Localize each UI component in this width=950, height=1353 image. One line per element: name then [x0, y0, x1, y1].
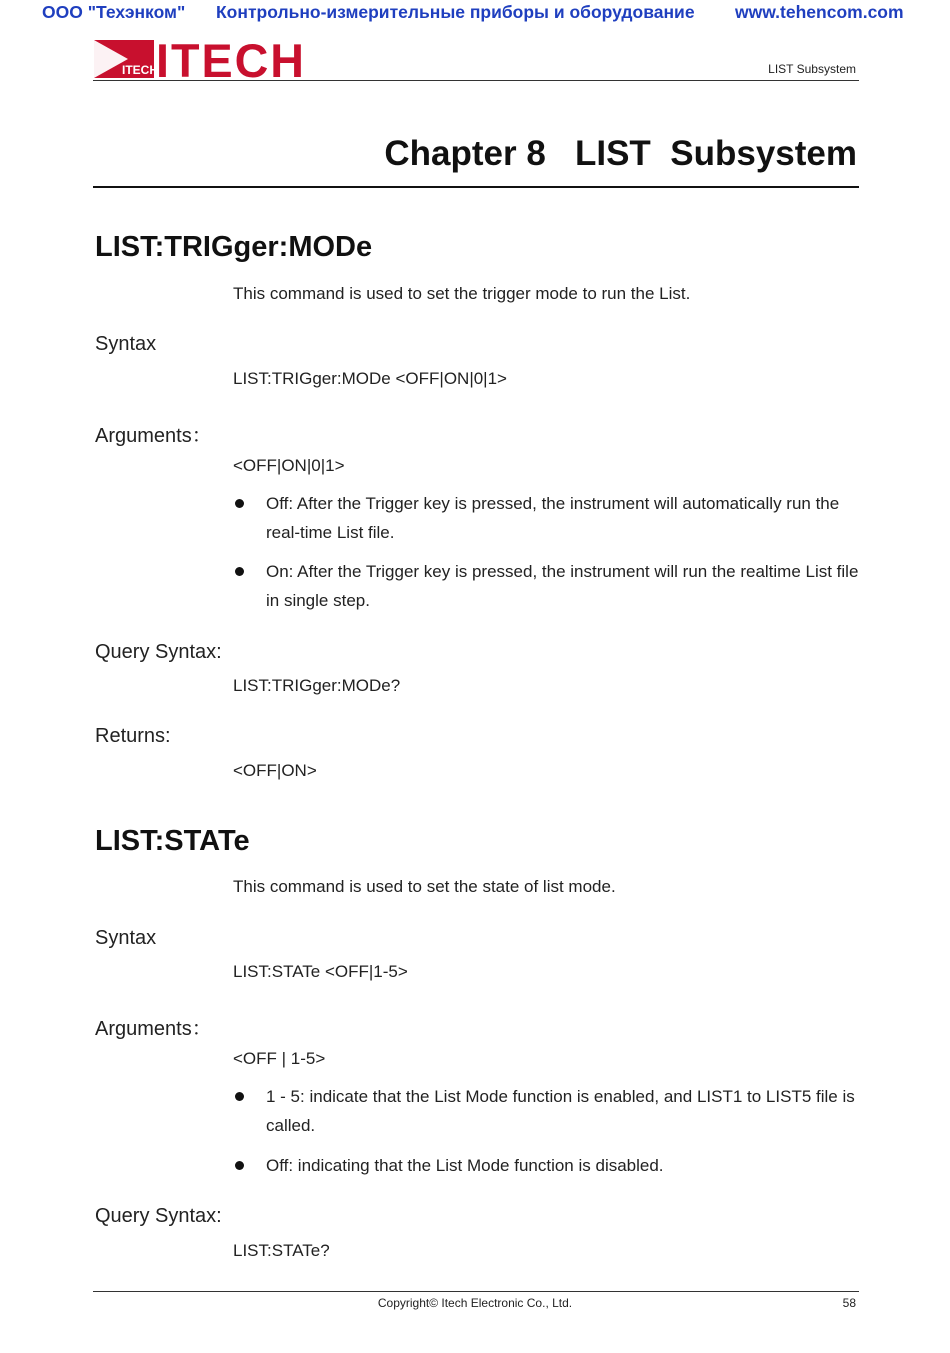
- page-number: 58: [842, 1296, 856, 1310]
- bullet-text: 1 - 5: indicate that the List Mode function is enabled, and LIST1 to LIST5 file is called.: [266, 1087, 855, 1135]
- logo-small-text: ITECH: [122, 63, 158, 77]
- list-item: [233, 489, 859, 547]
- logo-large-text: ITECH: [156, 40, 306, 80]
- query-syntax-label: Query Syntax:: [95, 1205, 222, 1227]
- arguments-value: <OFF | 1-5>: [233, 1049, 326, 1068]
- list-item: [233, 1151, 859, 1180]
- header-rule: [93, 80, 859, 81]
- footer-copyright: Copyright© Itech Electronic Co., Ltd.: [377, 1296, 573, 1310]
- arguments-value: <OFF|ON|0|1>: [233, 456, 345, 475]
- syntax-command: LIST:STATe <OFF|1-5>: [233, 962, 408, 981]
- chapter-title: Chapter 8 LIST Subsystem: [384, 134, 857, 173]
- section-description: This command is used to set the trigger mode to run the List.: [233, 284, 691, 303]
- returns-label: Returns:: [95, 725, 171, 747]
- bullet-text: Off: After the Trigger key is pressed, the instrument will automatically run the real-time List file.: [266, 494, 840, 542]
- query-command: LIST:TRIGger:MODe?: [233, 676, 401, 695]
- distributor-banner: [0, 2, 950, 24]
- arguments-label: Arguments：: [95, 1018, 212, 1040]
- running-header: LIST Subsystem: [768, 62, 856, 76]
- section-description: This command is used to set the state of list mode.: [233, 877, 616, 896]
- bullet-icon: [235, 1161, 244, 1170]
- syntax-label: Syntax: [95, 333, 157, 355]
- section-heading: LIST:STATe: [95, 825, 250, 857]
- syntax-command: LIST:TRIGger:MODe <OFF|ON|0|1>: [233, 369, 507, 388]
- chapter-rule: [93, 186, 859, 188]
- arguments-label: Arguments：: [95, 425, 212, 447]
- syntax-label: Syntax: [95, 927, 157, 949]
- distributor-description: Контрольно-измерительные приборы и оборудование: [216, 2, 695, 22]
- query-command: LIST:STATe?: [233, 1241, 330, 1260]
- bullet-icon: [235, 1092, 244, 1101]
- bullet-icon: [235, 499, 244, 508]
- distributor-company: ООО "Техэнком": [42, 2, 186, 22]
- bullet-icon: [235, 567, 244, 576]
- bullet-text: Off: indicating that the List Mode function is disabled.: [266, 1156, 664, 1175]
- section-heading: LIST:TRIGger:MODe: [95, 231, 373, 263]
- list-item: [233, 1082, 859, 1140]
- returns-value: <OFF|ON>: [233, 761, 317, 780]
- itech-logo: [94, 40, 308, 80]
- distributor-url[interactable]: www.tehencom.com: [735, 2, 904, 22]
- footer-rule: [93, 1291, 859, 1292]
- list-item: [233, 557, 859, 615]
- query-syntax-label: Query Syntax:: [95, 641, 222, 663]
- bullet-text: On: After the Trigger key is pressed, the instrument will run the realtime List file in single step.: [266, 562, 859, 610]
